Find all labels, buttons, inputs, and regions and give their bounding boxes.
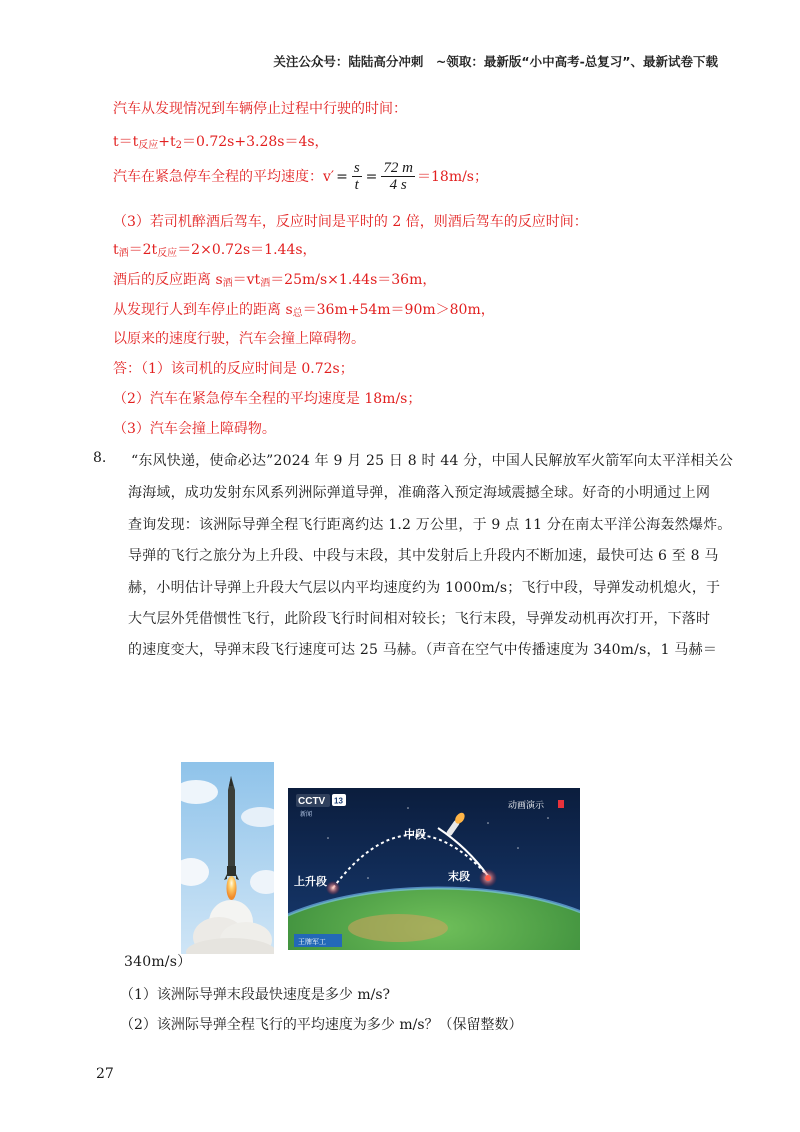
demo-label: 动画演示	[508, 801, 545, 811]
solution-line: 汽车从发现情况到车辆停止过程中行驶的时间：	[113, 101, 407, 117]
cctv-logo: CCTV	[298, 796, 326, 807]
question-text-continuation: 340m/s）	[124, 954, 192, 970]
sub-question-1: （1）该洲际导弹末段最快速度是多少 m/s?	[120, 987, 391, 1003]
label-ascent-stage: 上升段	[294, 875, 327, 888]
solution-average-speed-line: 汽车在紧急停车全程的平均速度：v′ = $\frac{s}{t}$ = $\frac{72 m}{4 s}$ ＝18m/s；	[113, 160, 488, 193]
rocket-launch-photo	[181, 762, 274, 954]
missile-trajectory-figure	[288, 788, 580, 950]
cctv-channel: 13	[334, 796, 343, 806]
solution-line: 酒后的反应距离 s酒＝vt酒＝25m/s×1.44s＝36m，	[113, 272, 437, 289]
question-text-line: 海海域，成功发射东风系列洲际弹道导弹，准确落入预定海域震撼全球。好奇的小明通过上网	[128, 485, 711, 501]
answer-line: （3）汽车会撞上障碍物。	[113, 421, 276, 437]
solution-line: 以原来的速度行驶，汽车会撞上障碍物。	[113, 331, 365, 347]
sub-question-2: （2）该洲际导弹全程飞行的平均速度为多少 m/s？（保留整数）	[120, 1017, 523, 1033]
question-text-line: 导弹的飞行之旅分为上升段、中段与末段，其中发射后上升段内不断加速，最快可达 6 至 8 马	[128, 548, 719, 564]
fraction-72m-over-4s: $\frac{72 m}{4 s}$	[383, 160, 413, 193]
solution-line: t＝t反应+t2＝0.72s+3.28s＝4s，	[113, 134, 329, 151]
page-number: 27	[96, 1066, 114, 1082]
question-text-line: 的速度变大，导弹末段飞行速度可达 25 马赫。（声音在空气中传播速度为 340m/s，1 马赫＝	[128, 642, 718, 658]
answer-line: 答：（1）该司机的反应时间是 0.72s；	[113, 361, 354, 377]
question-text-line: “东风快递，使命必达”2024 年 9 月 25 日 8 时 44 分，中国人民解放军火箭军向太平洋相关公	[131, 453, 734, 469]
question-number: 8.	[93, 450, 107, 466]
cctv-news-label: 新闻	[300, 811, 313, 818]
caption-box: 王牌军工	[298, 938, 326, 946]
label-terminal-stage: 末段	[448, 870, 470, 883]
solution-line: 从发现行人到车停止的距离 s总＝36m+54m＝90m＞80m，	[113, 302, 495, 319]
question-text-line: 大气层外凭借惯性飞行，此阶段飞行时间相对较长；飞行末段，导弹发动机再次打开，下落时	[128, 611, 711, 627]
solution-line: （3）若司机醉酒后驾车，反应时间是平时的 2 倍，则酒后驾车的反应时间：	[113, 214, 588, 230]
question-text-line: 查询发现：该洲际导弹全程飞行距离约达 1.2 万公里，于 9 点 11 分在南太平洋公海轰然爆炸。	[128, 517, 732, 533]
page-header: 关注公众号：陆陆高分冲刺 ~领取：最新版“小中高考-总复习”、最新试卷下载	[273, 54, 718, 69]
label-mid-stage: 中段	[404, 828, 426, 841]
answer-line: （2）汽车在紧急停车全程的平均速度是 18m/s；	[113, 391, 422, 407]
solution-line: t酒＝2t反应＝2×0.72s＝1.44s，	[113, 242, 317, 259]
question-text-line: 赫，小明估计导弹上升段大气层以内平均速度约为 1000m/s；飞行中段，导弹发动机熄火，于	[128, 580, 721, 596]
fraction-s-over-t: $\frac{s}{t}$	[353, 160, 360, 193]
